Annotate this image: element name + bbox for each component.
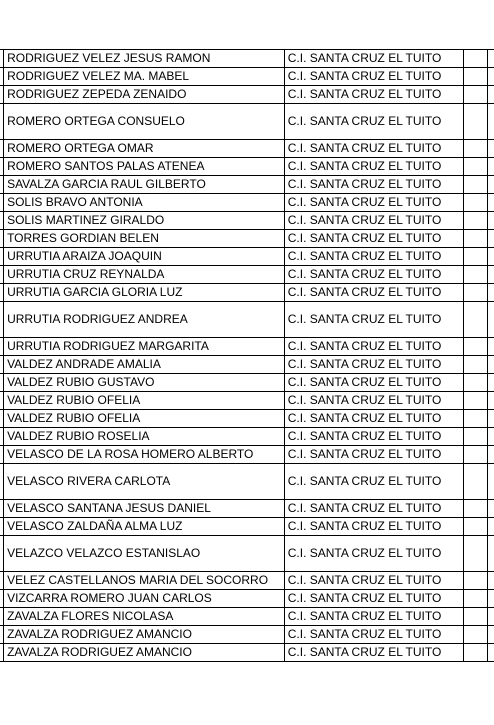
empty-cell (464, 536, 487, 572)
empty-cell (487, 644, 494, 662)
center-cell: C.I. SANTA CRUZ EL TUITO (284, 230, 464, 248)
center-cell: C.I. SANTA CRUZ EL TUITO (284, 50, 464, 68)
table-row (0, 572, 494, 590)
name-cell: SOLIS BRAVO ANTONIA (4, 194, 285, 212)
center-cell: C.I. SANTA CRUZ EL TUITO (284, 194, 464, 212)
empty-cell (487, 194, 494, 212)
center-cell: C.I. SANTA CRUZ EL TUITO (284, 644, 464, 662)
name-cell: URRUTIA RODRIGUEZ MARGARITA (4, 338, 285, 356)
table-row (0, 212, 494, 230)
empty-cell (487, 50, 494, 68)
name-cell: ZAVALZA RODRIGUEZ AMANCIO (4, 626, 285, 644)
center-cell: C.I. SANTA CRUZ EL TUITO (284, 572, 464, 590)
name-cell: RODRIGUEZ VELEZ JESUS RAMON (4, 50, 285, 68)
table-row (0, 50, 494, 68)
table-row (0, 410, 494, 428)
empty-cell (487, 572, 494, 590)
center-cell: C.I. SANTA CRUZ EL TUITO (284, 302, 464, 338)
table-row (0, 590, 494, 608)
empty-cell (487, 302, 494, 338)
name-cell: VELASCO ZALDAÑA ALMA LUZ (4, 518, 285, 536)
empty-cell (464, 410, 487, 428)
table-row (0, 428, 494, 446)
empty-cell (464, 374, 487, 392)
empty-cell (487, 428, 494, 446)
empty-cell (464, 284, 487, 302)
empty-cell (487, 356, 494, 374)
center-cell: C.I. SANTA CRUZ EL TUITO (284, 266, 464, 284)
center-cell: C.I. SANTA CRUZ EL TUITO (284, 392, 464, 410)
table-row (0, 626, 494, 644)
empty-cell (487, 68, 494, 86)
center-cell: C.I. SANTA CRUZ EL TUITO (284, 446, 464, 464)
empty-cell (487, 212, 494, 230)
empty-cell (487, 410, 494, 428)
name-cell: SOLIS MARTINEZ GIRALDO (4, 212, 285, 230)
center-cell: C.I. SANTA CRUZ EL TUITO (284, 518, 464, 536)
empty-cell (487, 464, 494, 500)
empty-cell (487, 230, 494, 248)
center-cell: C.I. SANTA CRUZ EL TUITO (284, 626, 464, 644)
spreadsheet (0, 49, 494, 662)
table-row (0, 464, 494, 500)
empty-cell (464, 338, 487, 356)
center-cell: C.I. SANTA CRUZ EL TUITO (284, 248, 464, 266)
table-row (0, 536, 494, 572)
table-row (0, 86, 494, 104)
empty-cell (487, 140, 494, 158)
table-row (0, 302, 494, 338)
empty-cell (487, 266, 494, 284)
empty-cell (487, 248, 494, 266)
name-cell: VALDEZ RUBIO GUSTAVO (4, 374, 285, 392)
table-row (0, 230, 494, 248)
name-cell: VELASCO RIVERA CARLOTA (4, 464, 285, 500)
table-row (0, 176, 494, 194)
center-cell: C.I. SANTA CRUZ EL TUITO (284, 176, 464, 194)
table-row (0, 194, 494, 212)
name-cell: TORRES GORDIAN BELEN (4, 230, 285, 248)
name-cell: VALDEZ RUBIO OFELIA (4, 410, 285, 428)
name-cell: VELEZ CASTELLANOS MARIA DEL SOCORRO (4, 572, 285, 590)
name-cell: ZAVALZA RODRIGUEZ AMANCIO (4, 644, 285, 662)
table-row (0, 140, 494, 158)
table-row (0, 104, 494, 140)
empty-cell (487, 392, 494, 410)
table-row (0, 644, 494, 662)
center-cell: C.I. SANTA CRUZ EL TUITO (284, 212, 464, 230)
name-cell: URRUTIA GARCIA GLORIA LUZ (4, 284, 285, 302)
table-row (0, 500, 494, 518)
name-cell: VELASCO DE LA ROSA HOMERO ALBERTO (4, 446, 285, 464)
table-row (0, 518, 494, 536)
empty-cell (464, 608, 487, 626)
empty-cell (487, 158, 494, 176)
table-row (0, 374, 494, 392)
empty-cell (464, 266, 487, 284)
name-cell: SAVALZA GARCIA RAUL GILBERTO (4, 176, 285, 194)
center-cell: C.I. SANTA CRUZ EL TUITO (284, 374, 464, 392)
name-cell: URRUTIA ARAIZA JOAQUIN (4, 248, 285, 266)
empty-cell (487, 536, 494, 572)
records-body (0, 50, 494, 662)
center-cell: C.I. SANTA CRUZ EL TUITO (284, 356, 464, 374)
empty-cell (464, 626, 487, 644)
empty-cell (464, 644, 487, 662)
name-cell: ROMERO ORTEGA OMAR (4, 140, 285, 158)
empty-cell (464, 356, 487, 374)
table-row (0, 338, 494, 356)
center-cell: C.I. SANTA CRUZ EL TUITO (284, 140, 464, 158)
table-row (0, 248, 494, 266)
empty-cell (487, 176, 494, 194)
table-row (0, 284, 494, 302)
empty-cell (487, 374, 494, 392)
center-cell: C.I. SANTA CRUZ EL TUITO (284, 158, 464, 176)
empty-cell (464, 86, 487, 104)
table-row (0, 446, 494, 464)
empty-cell (464, 500, 487, 518)
center-cell: C.I. SANTA CRUZ EL TUITO (284, 104, 464, 140)
name-cell: ROMERO SANTOS PALAS ATENEA (4, 158, 285, 176)
empty-cell (464, 590, 487, 608)
center-cell: C.I. SANTA CRUZ EL TUITO (284, 428, 464, 446)
empty-cell (487, 626, 494, 644)
empty-cell (487, 284, 494, 302)
empty-cell (464, 464, 487, 500)
empty-cell (464, 104, 487, 140)
table-row (0, 158, 494, 176)
table-row (0, 392, 494, 410)
empty-cell (464, 230, 487, 248)
center-cell: C.I. SANTA CRUZ EL TUITO (284, 284, 464, 302)
empty-cell (464, 248, 487, 266)
empty-cell (464, 572, 487, 590)
name-cell: VALDEZ ANDRADE AMALIA (4, 356, 285, 374)
empty-cell (487, 338, 494, 356)
empty-cell (487, 86, 494, 104)
name-cell: RODRIGUEZ VELEZ MA. MABEL (4, 68, 285, 86)
name-cell: VIZCARRA ROMERO JUAN CARLOS (4, 590, 285, 608)
name-cell: ROMERO ORTEGA CONSUELO (4, 104, 285, 140)
center-cell: C.I. SANTA CRUZ EL TUITO (284, 536, 464, 572)
empty-cell (464, 428, 487, 446)
center-cell: C.I. SANTA CRUZ EL TUITO (284, 86, 464, 104)
empty-cell (487, 608, 494, 626)
name-cell: VALDEZ RUBIO ROSELIA (4, 428, 285, 446)
empty-cell (464, 446, 487, 464)
empty-cell (464, 392, 487, 410)
empty-cell (487, 518, 494, 536)
name-cell: RODRIGUEZ ZEPEDA ZENAIDO (4, 86, 285, 104)
records-table (0, 49, 494, 662)
empty-cell (487, 590, 494, 608)
center-cell: C.I. SANTA CRUZ EL TUITO (284, 410, 464, 428)
empty-cell (464, 158, 487, 176)
center-cell: C.I. SANTA CRUZ EL TUITO (284, 590, 464, 608)
table-row (0, 356, 494, 374)
empty-cell (464, 68, 487, 86)
empty-cell (464, 518, 487, 536)
empty-cell (464, 50, 487, 68)
table-row (0, 266, 494, 284)
table-row (0, 68, 494, 86)
center-cell: C.I. SANTA CRUZ EL TUITO (284, 500, 464, 518)
table-row (0, 608, 494, 626)
empty-cell (487, 500, 494, 518)
name-cell: URRUTIA CRUZ REYNALDA (4, 266, 285, 284)
name-cell: URRUTIA RODRIGUEZ ANDREA (4, 302, 285, 338)
empty-cell (464, 140, 487, 158)
empty-cell (487, 104, 494, 140)
center-cell: C.I. SANTA CRUZ EL TUITO (284, 68, 464, 86)
center-cell: C.I. SANTA CRUZ EL TUITO (284, 338, 464, 356)
empty-cell (464, 194, 487, 212)
center-cell: C.I. SANTA CRUZ EL TUITO (284, 608, 464, 626)
name-cell: VALDEZ RUBIO OFELIA (4, 392, 285, 410)
empty-cell (487, 446, 494, 464)
empty-cell (464, 176, 487, 194)
empty-cell (464, 302, 487, 338)
center-cell: C.I. SANTA CRUZ EL TUITO (284, 464, 464, 500)
empty-cell (464, 212, 487, 230)
name-cell: VELAZCO VELAZCO ESTANISLAO (4, 536, 285, 572)
name-cell: VELASCO SANTANA JESUS DANIEL (4, 500, 285, 518)
name-cell: ZAVALZA FLORES NICOLASA (4, 608, 285, 626)
